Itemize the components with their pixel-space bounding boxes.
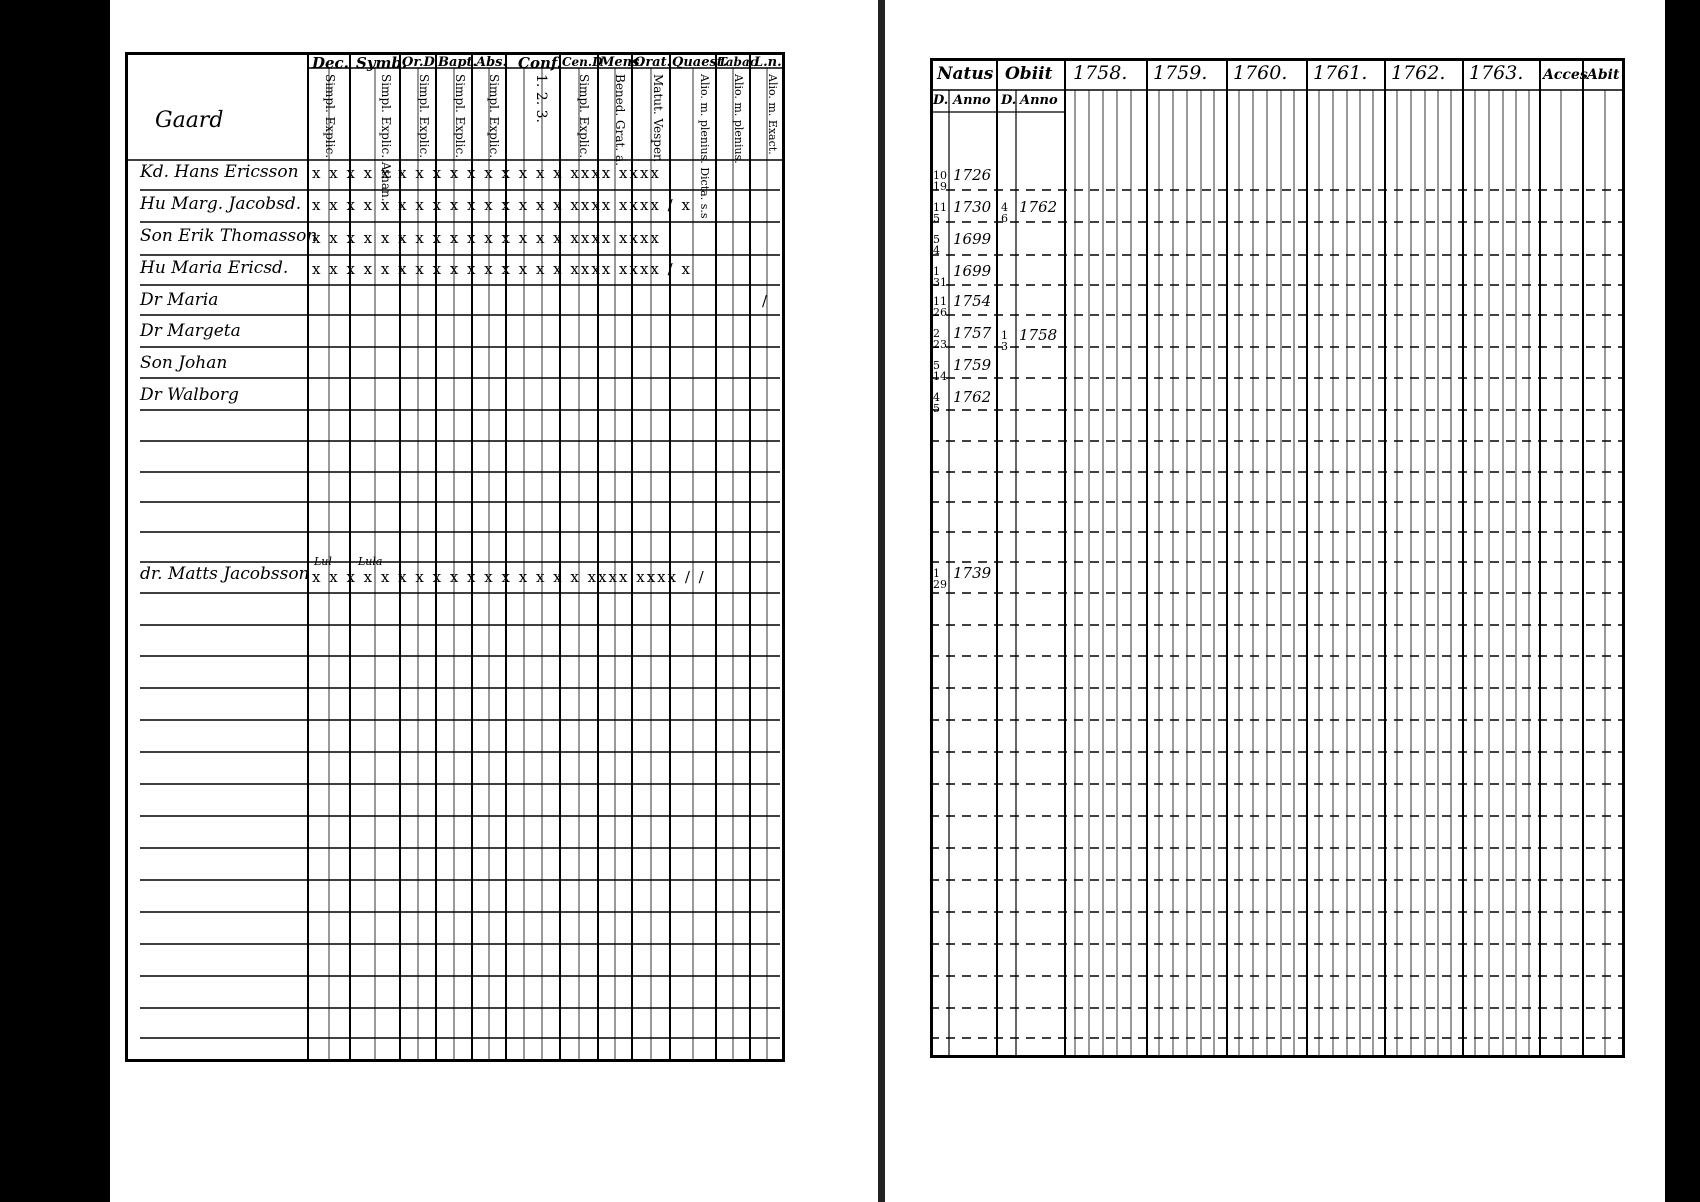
lodger-birth-day: 1 29 xyxy=(933,567,947,591)
subheader-death-year: Anno xyxy=(1020,93,1058,108)
birth-year: 1726 xyxy=(953,166,992,184)
lodger-birth-year: 1739 xyxy=(953,564,992,582)
subheader-death-day: D. xyxy=(1001,93,1017,108)
birth-day: 2 23 xyxy=(933,327,947,351)
col-header-abs: Abs. xyxy=(476,55,508,70)
person-marks: x x x x x x x x x x x x x x x xxxx xxxx / x xyxy=(312,260,692,278)
person-name: Kd. Hans Ericsson xyxy=(140,162,299,182)
subhead-quaest: Alio. m. plenius. Dicta. s.s xyxy=(698,74,711,219)
lodger-marks: x x x x x x x x x x x x x x x x xxxx xxxx / / xyxy=(312,568,706,586)
death-day: 1 3 xyxy=(1001,329,1008,353)
subhead-ord: Simpl. Explic. xyxy=(417,74,431,159)
birth-year: 1759 xyxy=(953,356,992,374)
subhead-mens: Bened. Grat. a. xyxy=(613,74,627,166)
farm-heading: Gaard xyxy=(155,108,224,133)
subheader-birth-year: Anno xyxy=(953,93,991,108)
header-obiit: Obiit xyxy=(1005,64,1053,84)
person-marks: x x x x x x x x x x x x x x x xxxx xxxx xyxy=(312,229,661,247)
birth-day: 4 5 xyxy=(933,391,940,415)
col-header-cend: Cen.D xyxy=(562,55,603,69)
col-header-quaest: Quaest. xyxy=(672,55,728,70)
person-name: Dr Walborg xyxy=(140,385,239,405)
birth-day: 11 5 xyxy=(933,201,947,225)
header-abit: Abit xyxy=(1587,67,1620,83)
death-year: 1758 xyxy=(1019,326,1058,344)
lodger-annotation: Lul xyxy=(314,555,332,568)
header-year-1763: 1763. xyxy=(1469,62,1524,84)
birth-day: 11 26 xyxy=(933,295,947,319)
subheader-birth-day: D. xyxy=(933,93,949,108)
birth-year: 1730 xyxy=(953,198,992,216)
col-header-conf: Conf. xyxy=(518,54,562,72)
col-header-ln: L.n. xyxy=(754,55,782,70)
birth-year: 1762 xyxy=(953,388,992,406)
subhead-tabac: Alio. m. plenius. xyxy=(732,74,745,164)
birth-year: 1754 xyxy=(953,292,992,310)
person-name: Dr Margeta xyxy=(140,321,241,341)
left-page xyxy=(110,0,880,1202)
birth-day: 1 31 xyxy=(933,265,947,289)
header-year-1758: 1758. xyxy=(1073,62,1128,84)
col-header-mens: Mens. xyxy=(600,55,644,70)
header-year-1759: 1759. xyxy=(1153,62,1208,84)
birth-year: 1757 xyxy=(953,324,992,342)
subhead-ln: Alio. m. Exact. xyxy=(766,74,779,155)
subhead-dec: Simpl. Explic. xyxy=(323,74,337,159)
col-header-dec: Dec. xyxy=(312,54,349,72)
person-name: Son Erik Thomasson xyxy=(140,226,318,246)
subhead-conf: 1. 2. 3. xyxy=(533,74,549,123)
person-name: Son Johan xyxy=(140,353,228,373)
birth-year: 1699 xyxy=(953,262,992,280)
header-natus: Natus xyxy=(937,64,994,84)
person-marks: / xyxy=(762,292,770,310)
death-day: 4 6 xyxy=(1001,201,1008,225)
right-grid xyxy=(885,0,1665,1202)
birth-day: 5 4 xyxy=(933,233,940,257)
col-header-ord: Or.D xyxy=(402,55,435,70)
birth-day: 10 19 xyxy=(933,169,947,193)
death-year: 1762 xyxy=(1019,198,1058,216)
person-marks: x x x x x x x x x x x x x x x xxxx xxxx xyxy=(312,164,661,182)
person-name: Hu Marg. Jacobsd. xyxy=(140,194,302,214)
subhead-orat: Matut. Vesper. xyxy=(651,74,665,163)
subhead-cend: Simpl. Explic. xyxy=(577,74,591,159)
col-header-symb: Symb. xyxy=(356,54,408,72)
col-header-bapt: Bapt. xyxy=(438,55,478,70)
col-header-orat: Orat. xyxy=(634,55,672,70)
birth-year: 1699 xyxy=(953,230,992,248)
col-header-tabac: Tabac xyxy=(718,55,758,69)
subhead-symb: Simpl. Explic. Athan. xyxy=(379,74,393,202)
header-year-1760: 1760. xyxy=(1233,62,1288,84)
person-name: Dr Maria xyxy=(140,290,219,310)
person-marks: x x x x x x x x x x x x x x x xxxx xxxx / x xyxy=(312,196,692,214)
person-name: Hu Maria Ericsd. xyxy=(140,258,289,278)
birth-day: 5 14 xyxy=(933,359,947,383)
header-year-1761: 1761. xyxy=(1313,62,1368,84)
lodger-name: dr. Matts Jacobsson xyxy=(140,564,310,584)
header-year-1762: 1762. xyxy=(1391,62,1446,84)
right-page xyxy=(885,0,1665,1202)
subhead-bapt: Simpl. Explic. xyxy=(453,74,467,159)
lodger-annotation: Lula xyxy=(358,555,383,568)
header-acces: Acces xyxy=(1543,67,1588,83)
subhead-abs: Simpl. Explic. xyxy=(487,74,501,159)
